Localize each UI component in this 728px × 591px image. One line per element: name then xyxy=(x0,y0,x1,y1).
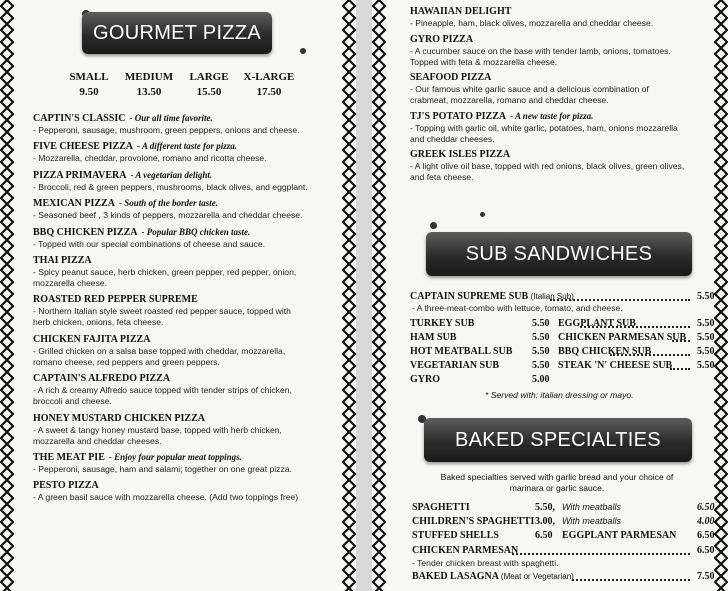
item-description: - Pepperoni, sausage, mushroom, green peppers, onions and cheese. xyxy=(33,125,300,135)
item-description: - A sweet & tangy honey mustard base, topped with herb chicken, xyxy=(33,424,282,435)
item-description: - A cucumber sauce on the base with tender lamb, onions, tomatoes. xyxy=(410,45,671,56)
item-description: and feta cheese. xyxy=(410,172,474,183)
menu-item-name xyxy=(33,452,242,463)
menu-item-name xyxy=(33,373,170,384)
item-title: ROASTED RED PEPPER SUPREME xyxy=(33,294,198,306)
menu-item-name xyxy=(33,170,212,181)
menu-item-name xyxy=(33,113,213,124)
leader-dots xyxy=(550,299,690,301)
sub-name: BBQ CHICKEN SUB xyxy=(558,346,652,357)
baked-intro: Baked specialties served with garlic bread and your choice of marinara or garlic sauce. xyxy=(440,472,674,493)
item-title: FIVE CHEESE PIZZA xyxy=(33,141,134,153)
menu-item-name xyxy=(33,227,250,238)
ink-splatter xyxy=(430,222,437,229)
item-title: GREEK ISLES PIZZA xyxy=(410,149,511,161)
captain-sub-name: CAPTAIN SUPREME SUB (Italian Sub) xyxy=(410,291,574,302)
item-description: - Topped with our special combinations of cheese and sauce. xyxy=(33,238,266,249)
baked-price: 6.50 xyxy=(535,530,553,541)
menu-item-name xyxy=(410,149,510,160)
size-price: 15.50 xyxy=(196,86,222,98)
chicken-parmesan-price: 6.50 xyxy=(697,545,715,556)
ink-splatter xyxy=(480,212,485,217)
baked-extra: With meatballs xyxy=(562,516,621,526)
item-tagline: - Enjoy four popular meat toppings. xyxy=(108,452,242,462)
item-title: THAI PIZZA xyxy=(33,255,92,266)
item-description: herb chicken, onions, feta cheese. xyxy=(33,317,164,328)
chicken-parmesan-description: - Tender chicken breast with spaghetti. xyxy=(412,558,559,568)
item-title: HONEY MUSTARD CHICKEN PIZZA xyxy=(33,412,205,424)
size-price: 17.50 xyxy=(256,86,282,98)
menu-item-name xyxy=(410,6,511,17)
leader-dots xyxy=(672,340,690,342)
item-description: - Topping with garlic oil, white garlic, potatoes, ham, onions mozzarella xyxy=(410,122,678,133)
item-title: BBQ CHICKEN PIZZA xyxy=(33,226,138,238)
size-label: SMALL xyxy=(69,71,109,83)
item-description: - Our famous white garlic sauce and a delicious combination of xyxy=(410,84,649,95)
baked-extra-price: 4.00 xyxy=(697,516,715,527)
item-description: - Broccoli, red & green peppers, mushrooms, black olives, and eggplant. xyxy=(33,181,308,192)
item-description: - Pepperoni, sausage, ham and salami; together on one great pizza. xyxy=(33,464,292,474)
menu-item-name xyxy=(33,334,150,345)
menu-item-name xyxy=(410,72,491,83)
left-zigzag-border xyxy=(372,0,386,591)
size-label: X-LARGE xyxy=(243,71,295,83)
subs-note: * Served with: italian dressing or mayo. xyxy=(485,390,634,400)
item-tagline: - A new taste for pizza. xyxy=(510,110,594,121)
captain-sub-price: 5.50 xyxy=(697,291,715,302)
item-title: MEXICAN PIZZA xyxy=(33,198,115,210)
item-description: crabmeat, mozzarella, romano and cheddar cheese. xyxy=(410,95,609,106)
leader-dots xyxy=(512,553,690,555)
menu-item-name xyxy=(410,111,593,122)
item-title: PIZZA PRIMAVERA xyxy=(33,169,127,181)
sub-name: EGGPLANT SUB xyxy=(558,318,636,329)
item-description: mozzarella and cheddar cheeses. xyxy=(33,435,162,446)
chicken-parmesan-name: CHICKEN PARMESAN xyxy=(412,545,519,556)
menu-item-name xyxy=(33,480,99,491)
item-description: and cheddar cheeses. xyxy=(410,133,495,144)
item-description: - A light olive oil base, topped with red onions, black olives, green olives, xyxy=(410,161,685,172)
sub-price: 5.50 xyxy=(532,332,550,343)
baked-extra-price: 6.50 xyxy=(697,502,715,513)
sub-price: 5.50 xyxy=(532,346,550,357)
sub-name: GYRO xyxy=(410,374,440,385)
leader-dots xyxy=(572,579,690,581)
right-menu-page xyxy=(372,0,728,591)
banner-title: SUB SANDWICHES xyxy=(465,242,653,265)
item-description: - Grilled chicken on a salsa base topped with cheddar, mozzarella, xyxy=(33,345,286,356)
item-tagline: - A different taste for pizza. xyxy=(137,141,238,152)
menu-item-name xyxy=(33,413,205,424)
menu-item-name xyxy=(33,255,92,266)
item-title: GYRO PIZZA xyxy=(410,33,474,45)
leader-dots xyxy=(580,326,690,328)
item-description: - Pineapple, ham, black olives, mozzarella and cheddar cheese. xyxy=(410,18,654,28)
menu-item-name xyxy=(33,141,237,152)
item-title: HAWAIIAN DELIGHT xyxy=(410,6,512,17)
sub-name: TURKEY SUB xyxy=(410,318,475,329)
item-description: - Spicy peanut sauce, herb chicken, green pepper, red pepper, onion, xyxy=(33,267,297,277)
right-zigzag-border xyxy=(342,0,356,591)
captain-sub-description: - A three-meat-combo with lettuce, tomato, and cheese. xyxy=(412,303,623,313)
leader-dots xyxy=(670,368,690,370)
menu-item-name xyxy=(33,294,198,305)
item-title: THE MEAT PIE xyxy=(33,452,105,463)
gourmet-pizza-banner xyxy=(82,12,272,54)
sub-price: 5.50 xyxy=(532,360,550,371)
sub-price: 5.50 xyxy=(697,318,715,329)
item-title: SEAFOOD PIZZA xyxy=(410,72,492,84)
item-description: - Seasoned beef , 3 kinds of peppers, mozzarella and cheddar cheese. xyxy=(33,210,303,221)
ink-splatter xyxy=(300,48,306,54)
size-price: 13.50 xyxy=(136,86,162,98)
sub-price: 5.50 xyxy=(697,360,715,371)
item-tagline: - South of the border taste. xyxy=(118,198,218,209)
item-description: - A green basil sauce with mozzarella cheese. (Add two toppings free) xyxy=(33,492,299,503)
item-description: - A rich & creamy Alfredo sauce topped with tender strips of chicken, xyxy=(33,385,292,396)
sub-name: CHICKEN PARMESAN SUB xyxy=(558,332,687,343)
sub-sandwiches-banner xyxy=(426,232,692,276)
item-title: CHICKEN FAJITA PIZZA xyxy=(33,333,151,345)
sub-price: 5.50 xyxy=(532,318,550,329)
right-zigzag-border xyxy=(714,0,728,591)
item-description: - Northern Italian style sweet roasted red pepper sauce, topped with xyxy=(33,306,291,317)
item-title: PESTO PIZZA xyxy=(33,480,99,492)
item-title: CAPTAIN'S ALFREDO PIZZA xyxy=(33,373,171,385)
item-description: broccoli and cheese. xyxy=(33,396,112,407)
baked-name: SPAGHETTI xyxy=(412,502,470,513)
left-menu-page xyxy=(0,0,356,591)
item-description: Topped with feta & mozzarella cheese. xyxy=(410,56,558,67)
baked-extra: With meatballs xyxy=(562,502,621,512)
baked-name: CHILDREN'S SPAGHETTI xyxy=(412,516,535,527)
item-tagline: - Our all time favorite. xyxy=(129,113,213,123)
banner-title: GOURMET PIZZA xyxy=(93,21,261,44)
sub-price: 5.00 xyxy=(532,374,550,385)
baked-price: 3.00, xyxy=(535,516,555,527)
sub-name: HOT MEATBALL SUB xyxy=(410,346,513,357)
item-tagline: - Popular BBQ chicken taste. xyxy=(141,226,251,237)
banner-title: BAKED SPECIALTIES xyxy=(455,428,661,451)
sub-price: 5.50 xyxy=(697,332,715,343)
size-label: LARGE xyxy=(189,71,229,83)
item-title: TJ'S POTATO PIZZA xyxy=(410,110,507,122)
baked-extra-price: 6.50 xyxy=(697,530,715,541)
item-title: CAPTIN'S CLASSIC xyxy=(33,113,126,124)
baked-extra: EGGPLANT PARMESAN xyxy=(562,530,677,541)
menu-item-name xyxy=(410,34,473,45)
item-description: mozzarella cheese. xyxy=(33,278,108,288)
page-gutter xyxy=(356,0,372,591)
menu-item-name xyxy=(33,198,218,209)
item-tagline: - A vegetarian delight. xyxy=(130,169,213,180)
item-description: - Mozzarella, cheddar, provolone, romano and ricotta cheese. xyxy=(33,153,267,164)
sub-name: HAM SUB xyxy=(410,332,457,343)
item-description: romano cheese, red peppers and green peppers. xyxy=(33,356,220,367)
size-label: MEDIUM xyxy=(124,71,174,83)
baked-price: 5.50, xyxy=(535,502,555,513)
leader-dots xyxy=(610,354,690,356)
baked-name: STUFFED SHELLS xyxy=(412,530,499,541)
sub-name: STEAK 'N' CHEESE SUB xyxy=(558,360,673,371)
lasagna-price: 7.50 xyxy=(697,571,715,582)
sub-price: 5.50 xyxy=(697,346,715,357)
baked-specialties-banner xyxy=(424,418,692,462)
left-zigzag-border xyxy=(0,0,14,591)
sub-name: VEGETARIAN SUB xyxy=(410,360,499,371)
size-price: 9.50 xyxy=(79,86,99,98)
lasagna-name: BAKED LASAGNA (Meat or Vegetarian) xyxy=(412,571,574,582)
